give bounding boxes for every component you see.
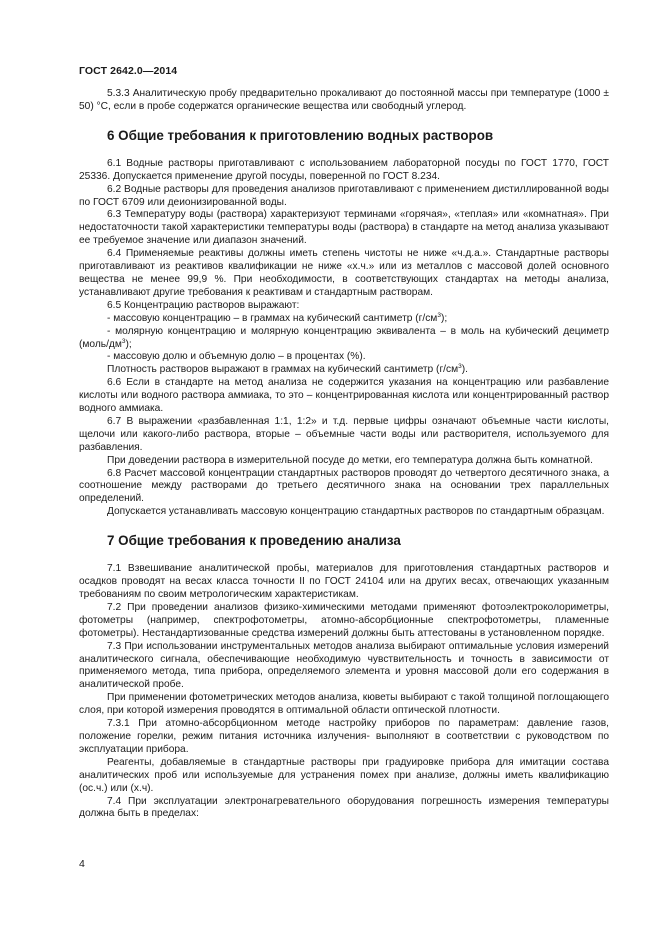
section-heading-6: 6 Общие требования к приготовлению водных растворов [107, 127, 494, 143]
paragraph-7-4: 7.4 При эксплуатации электронагревательного оборудования погрешность измерения температуры должна быть в пределах: [79, 795, 609, 820]
paragraph-7-3-1-note: Реагенты, добавляемые в стандартные растворы при градуировке прибора для имитации состава аналитических проб или используемые для устранения помех при анализе, должны иметь квалификацию (ос.ч.) или (х.ч). [79, 756, 609, 794]
document-body [79, 88, 609, 821]
paragraph-6-5: 6.5 Концентрацию растворов выражают: [107, 299, 300, 311]
paragraph-7-3-note: При применении фотометрических методов анализа, кюветы выбирают с такой толщиной поглощающего слоя, при которой измерения проводятся в оптимальной области оптической плотности. [79, 692, 609, 717]
paragraph-6-7: 6.7 В выражении «разбавленная 1:1, 1:2» и т.д. первые цифры означают объемные части кислоты, щелочи или какого-либо раствора, вторые – объемные части воды или растворителя, используемого для разбавления. [79, 415, 609, 453]
paragraph-6-8: 6.8 Расчет массовой концентрации стандартных растворов проводят до четвертого десятичного знака, а соотношение между растворами до третьего десятичного знака на основании трех параллельных определений. [79, 467, 609, 505]
paragraph-7-2: 7.2 При проведении анализов физико-химическими методами применяют фотоэлектроколориметры, фотометры (например, спектрофотометры, атомно-абсорбционные спектрофотометры, пламенные фотометры). Нестандартизованные средства измерений должны быть аттестованы в установленном порядке. [79, 601, 609, 639]
paragraph-7-3-1: 7.3.1 При атомно-абсорбционном методе настройку приборов по параметрам: давление газов, положение горелки, режим питания источника излучения- выполняют в соответствии с руководством по эксплуатации прибора. [79, 718, 609, 755]
list-item-mass-fraction: - массовую долю и объемную долю – в процентах (%). [107, 351, 366, 363]
paragraph-6-4: 6.4 Применяемые реактивы должны иметь степень чистоты не ниже «ч.д.а.». Стандартные растворы приготавливают из реактивов квалификации не ниже «х.ч.» или из металлов с массовой долей основного вещества не менее 99,9 %. При необходимости, в соответствующих стандартах на методы анализа, устанавливают другие требования к реактивам и стандартным растворам. [79, 248, 609, 298]
paragraph-6-6: 6.6 Если в стандарте на метод анализа не содержится указания на концентрацию или разбавление кислоты или водного раствора аммиака, то это – концентрированная кислота или концентрированный раствор водного аммиака. [79, 377, 609, 415]
paragraph-5-3-3: 5.3.3 Аналитическую пробу предварительно прокаливают до постоянной массы при температуре (1000 ± 50) °С, если в пробе содержатся органические вещества или свободный углерод. [79, 88, 609, 112]
page-number: 4 [79, 858, 85, 870]
paragraph-6-8-note: Допускается устанавливать массовую концентрацию стандартных растворов по стандартным образцам. [107, 506, 605, 518]
paragraph-7-3: 7.3 При использовании инструментальных методов анализа выбирают оптимальные условия измерений аналитического сигнала, обеспечивающие необходимую чувствительность и точность в зависимости от применяемого метода, типа прибора, определяемого элемента и уровня массовой доли его содержания в аналитической пробе. [79, 640, 609, 691]
paragraph-6-3: 6.3 Температуру воды (раствора) характеризуют терминами «горячая», «теплая» или «комнатная». При недостаточности такой характеристики температуры воды (раствора) в стандарте на метод анализа указывают ее требуемое значение или диапазон значений. [79, 209, 609, 247]
paragraph-density: Плотность растворов выражают в граммах на кубический сантиметр $(г/см^3)$. [107, 363, 468, 376]
list-item-molar-concentration: - молярную концентрацию и молярную концентрацию эквивалента – в моль на кубический дециметр $(моль/дм^3)$; [79, 325, 609, 350]
paragraph-6-7-note: При доведении раствора в измерительной посуде до метки, его температура должна быть комнатной. [107, 454, 593, 466]
section-heading-7: 7 Общие требования к проведению анализа [107, 533, 401, 549]
list-item-mass-concentration: - массовую концентрацию – в граммах на кубический сантиметр $(г/см^3)$; [107, 311, 448, 324]
paragraph-7-1: 7.1 Взвешивание аналитической пробы, материалов для приготовления стандартных растворов и осадков проводят на весах класса точности II по ГОСТ 24104 или на других весах, отвечающих указанным требованиям по своим метрологическим характеристикам. [79, 563, 609, 600]
document-code-header: ГОСТ 2642.0—2014 [79, 65, 178, 77]
paragraph-6-2: 6.2 Водные растворы для проведения анализов приготавливают с применением дистиллированной воды по ГОСТ 6709 или деионизированной воды. [79, 183, 609, 208]
paragraph-6-1: 6.1 Водные растворы приготавливают с использованием лабораторной посуды по ГОСТ 1770, ГОСТ 25336. Допускается применение другой посуды, поверенной по ГОСТ 8.234. [79, 157, 609, 182]
